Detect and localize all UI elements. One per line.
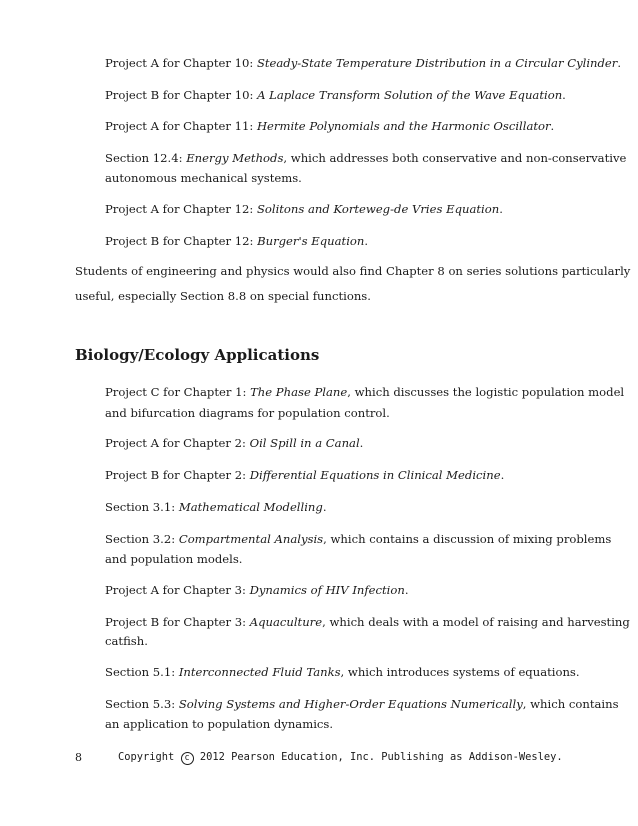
paragraph-line-2: useful, especially Section 8.8 on special functions. [75,289,371,303]
entry-project-c-ch1: Project C for Chapter 1: The Phase Plane, which discusses the logistic population model [105,385,625,399]
entry-project-b-ch2: Project B for Chapter 2: Differential Equations in Clinical Medicine. [105,468,505,482]
paragraph-line-1: Students of engineering and physics would also find Chapter 8 on series solutions particularly [75,264,631,278]
section-heading: Biology/Ecology Applications [75,346,320,364]
entry-section-3-2-line2: and population models. [105,552,243,566]
entry-section-12-4: Section 12.4: Energy Methods, which addresses both conservative and non-conservative [105,151,627,165]
entry-project-a-ch3: Project A for Chapter 3: Dynamics of HIV Infection. [105,583,409,597]
entry-section-3-1: Section 3.1: Mathematical Modelling. [105,500,327,514]
entry-section-12-4-line2: autonomous mechanical systems. [105,171,302,185]
copyright-symbol: c [181,752,194,765]
entry-project-b-ch12: Project B for Chapter 12: Burger's Equation. [105,234,369,248]
entry-project-b-ch10: Project B for Chapter 10: A Laplace Transform Solution of the Wave Equation. [105,88,566,102]
entry-project-c-ch1-line2: and bifurcation diagrams for population control. [105,406,390,420]
entry-section-5-3-line2: an application to population dynamics. [105,717,334,731]
entry-section-5-1: Section 5.1: Interconnected Fluid Tanks, which introduces systems of equations. [105,665,580,679]
entry-project-b-ch3-line2: catfish. [105,634,148,648]
entry-section-5-3: Section 5.3: Solving Systems and Higher-Order Equations Numerically, which contains [105,697,619,711]
entry-section-3-2: Section 3.2: Compartmental Analysis, which contains a discussion of mixing problems [105,532,612,546]
entry-project-a-ch10: Project A for Chapter 10: Steady-State Temperature Distribution in a Circular Cylinder. [105,56,622,70]
entry-project-a-ch12: Project A for Chapter 12: Solitons and Korteweg-de Vries Equation. [105,202,503,216]
copyright-line: Copyright c 2012 Pearson Education, Inc. Publishing as Addison-Wesley. [118,751,563,763]
entry-project-b-ch3: Project B for Chapter 3: Aquaculture, which deals with a model of raising and harvesting [105,615,630,629]
entry-project-a-ch2: Project A for Chapter 2: Oil Spill in a Canal. [105,436,364,450]
page-number: 8 [75,751,82,764]
entry-project-a-ch11: Project A for Chapter 11: Hermite Polynomials and the Harmonic Oscillator. [105,119,555,133]
